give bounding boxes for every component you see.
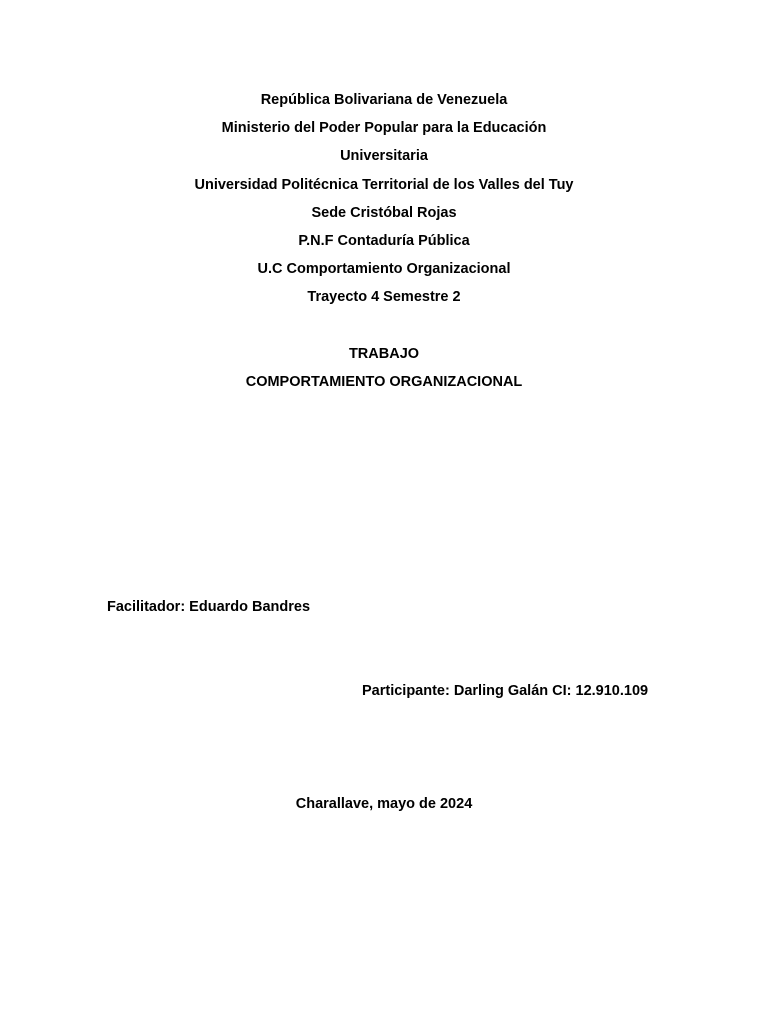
country-line: República Bolivariana de Venezuela [260,92,508,108]
place-date-line: Charallave, mayo de 2024 [295,796,473,812]
university-line: Universidad Politécnica Territorial de los Valles del Tuy [194,176,574,193]
participant-line: Participante: Darling Galán CI: 12.910.109 [362,683,649,699]
facilitator-line: Facilitador: Eduardo Bandres [107,599,311,615]
work-label: TRABAJO [348,345,420,362]
ministry-line-continued: Universitaria [340,148,428,165]
work-title: COMPORTAMIENTO ORGANIZACIONAL [245,373,523,390]
program-line: P.N.F Contaduría Pública [298,232,470,249]
ministry-line: Ministerio del Poder Popular para la Educación [221,120,547,137]
institution-header [0,90,768,400]
campus-line: Sede Cristóbal Rojas [311,204,457,221]
term-line: Trayecto 4 Semestre 2 [307,289,461,306]
header-spacer [0,316,768,344]
course-line: U.C Comportamiento Organizacional [257,261,511,278]
